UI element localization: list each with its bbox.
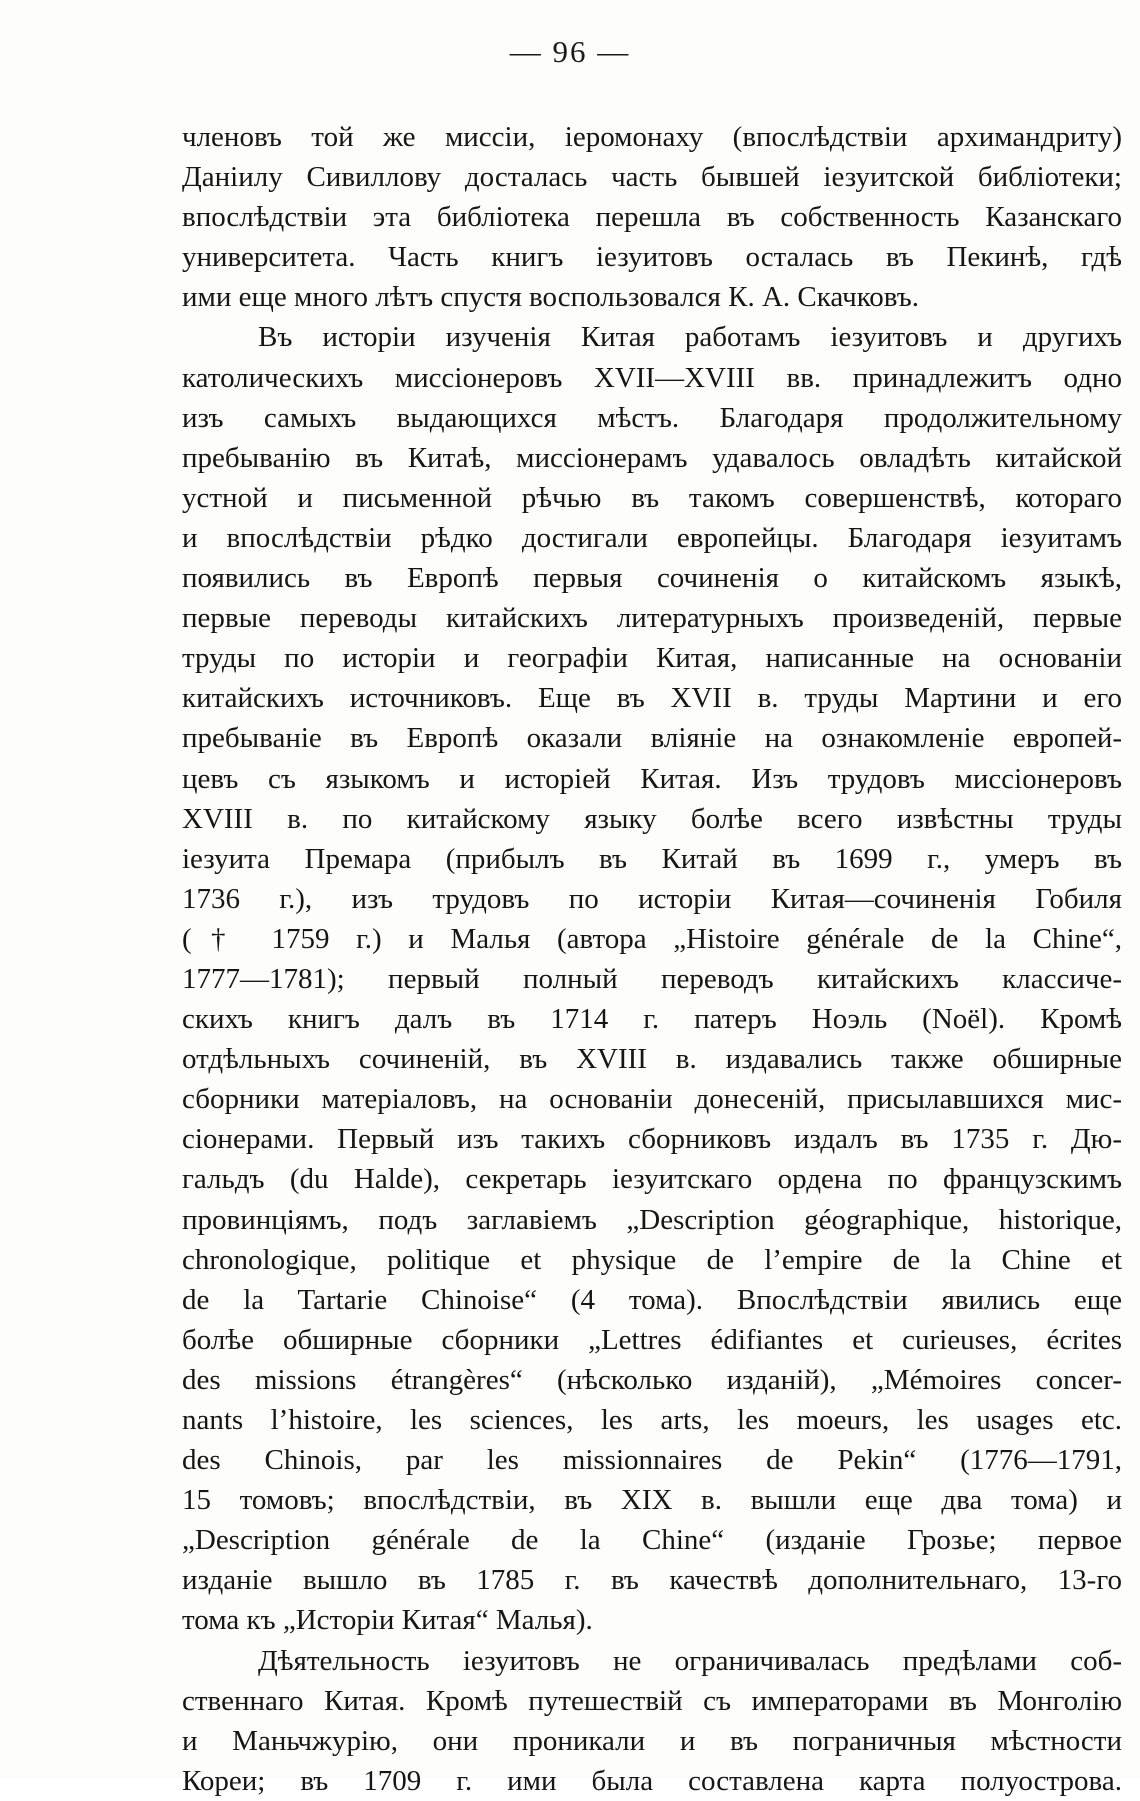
text-line: университета. Часть книгъ іезуитовъ осталась въ Пекинѣ, гдѣ <box>182 241 1122 274</box>
text-line: болѣе обширные сборники „Lettres édifiantes et curieuses, écrites <box>182 1323 1122 1356</box>
text-line: сборники матеріаловъ, на основаніи донесеній, присылавшихся мис- <box>182 1083 1122 1116</box>
text-line: сіонерами. Первый изъ такихъ сборниковъ издалъ въ 1735 г. Дю- <box>182 1123 1122 1156</box>
text-line: изъ самыхъ выдающихся мѣстъ. Благодаря продолжительному <box>182 401 1122 434</box>
text-line: появились въ Европѣ первыя сочиненія о китайскомъ языкѣ, <box>182 562 1122 595</box>
text-line: Даніилу Сивиллову досталась часть бывшей іезуитской библіотеки; <box>182 161 1122 194</box>
text-line: „Description générale de la Chine“ (изданіе Грозье; первое <box>182 1524 1122 1557</box>
paragraph-start-line: Въ исторіи изученія Китая работамъ іезуитовъ и другихъ <box>258 321 1122 354</box>
text-line: членовъ той же миссіи, іеромонаху (впослѣдствіи архимандриту) <box>182 121 1122 153</box>
text-line: de la Tartarie Chinoise“ (4 тома). Впослѣдствіи явились еще <box>182 1283 1122 1316</box>
text-line: устной и письменной рѣчью въ такомъ совершенствѣ, котораго <box>182 481 1122 514</box>
text-line: цевъ съ языкомъ и исторіей Китая. Изъ трудовъ миссіонеровъ <box>182 762 1122 795</box>
text-line: 1736 г.), изъ трудовъ по исторіи Китая—сочиненія Гобиля <box>182 882 1122 915</box>
text-line: ственнаго Китая. Кромѣ путешествій съ императорами въ Монголію <box>182 1684 1122 1717</box>
paragraph-start-line: Дѣятельность іезуитовъ не ограничивалась предѣлами соб- <box>258 1644 1122 1677</box>
text-line: тома къ „Исторіи Китая“ Малья). <box>182 1604 593 1637</box>
text-line: 15 томовъ; впослѣдствіи, въ XIX в. вышли еще два тома) и <box>182 1484 1122 1517</box>
page-number: — 96 — <box>509 34 631 69</box>
text-line: Кореи; въ 1709 г. ими была составлена карта полуострова. <box>182 1764 1122 1797</box>
text-line: ими еще много лѣтъ спустя воспользовался К. А. Скачковъ. <box>182 281 920 314</box>
text-line: провинціямъ, подъ заглавіемъ „Description géographique, historique, <box>182 1203 1122 1236</box>
text-line: первые переводы китайскихъ литературныхъ произведеній, первые <box>182 602 1122 635</box>
text-line: изданіе вышло въ 1785 г. въ качествѣ дополнительнаго, 13-го <box>182 1564 1122 1597</box>
text-line: nants l’histoire, les sciences, les arts, les moeurs, les usages etc. <box>182 1404 1122 1436</box>
text-line: труды по исторіи и географіи Китая, написанные на основаніи <box>182 642 1122 675</box>
text-line: іезуита Премара (прибылъ въ Китай въ 1699 г., умеръ въ <box>182 842 1122 875</box>
text-line: отдѣльныхъ сочиненій, въ XVIII в. издавались также обширные <box>182 1043 1122 1076</box>
text-line: des Chinois, par les missionnaires de Pekin“ (1776—1791, <box>182 1444 1122 1477</box>
text-line: 1777—1781); первый полный переводъ китайскихъ классиче- <box>182 962 1122 995</box>
text-line: пребываніе въ Европѣ оказали вліяніе на ознакомленіе европей- <box>182 722 1122 755</box>
text-line: († 1759 г.) и Малья (автора „Histoire générale de la Chine“, <box>182 922 1122 955</box>
text-line: впослѣдствіи эта библіотека перешла въ собственность Казанскаго <box>182 201 1122 234</box>
text-line: des missions étrangères“ (нѣсколько изданій), „Mémoires concer- <box>182 1363 1122 1396</box>
text-line: китайскихъ источниковъ. Еще въ XVII в. труды Мартини и его <box>182 682 1122 715</box>
text-line: католическихъ миссіонеровъ XVII—XVIII вв. принадлежитъ одно <box>182 361 1122 394</box>
text-line: и Маньчжурію, они проникали и въ пограничныя мѣстности <box>182 1724 1122 1757</box>
text-line: скихъ книгъ далъ въ 1714 г. патеръ Ноэль (Noël). Кромѣ <box>182 1003 1122 1036</box>
text-line: гальдъ (du Halde), секретарь іезуитскаго ордена по французскимъ <box>182 1163 1122 1196</box>
text-line: chronologique, politique et physique de l’empire de la Chine et <box>182 1243 1122 1276</box>
body-text <box>182 117 1122 1801</box>
text-line: XVIII в. по китайскому языку болѣе всего извѣстны труды <box>182 802 1122 835</box>
text-line: пребыванію въ Китаѣ, миссіонерамъ удавалось овладѣть китайской <box>182 441 1122 474</box>
text-line: и впослѣдствіи рѣдко достигали европейцы. Благодаря іезуитамъ <box>182 521 1122 554</box>
